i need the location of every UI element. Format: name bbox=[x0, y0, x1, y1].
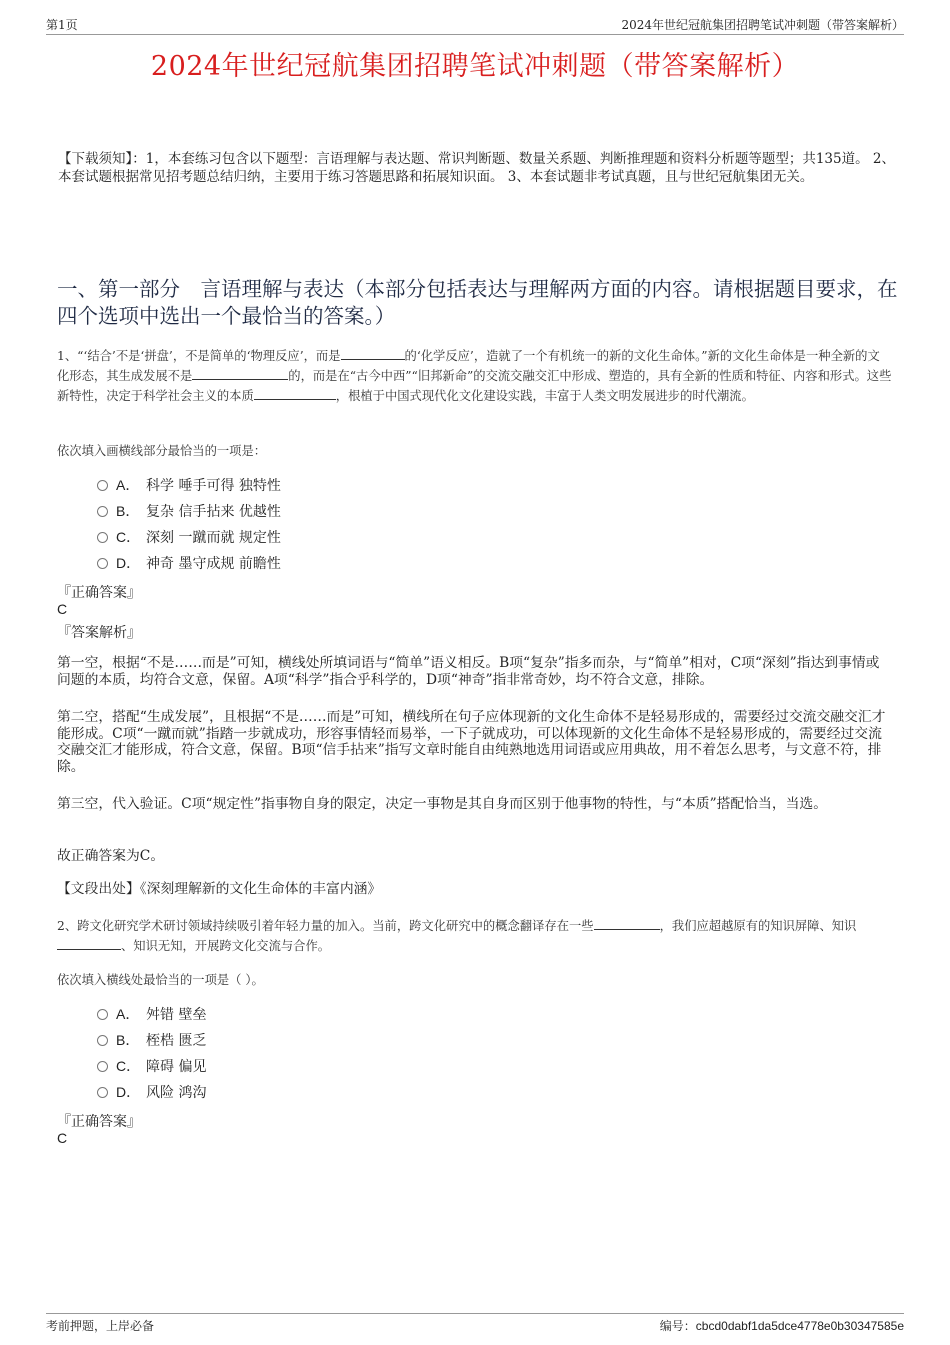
source-citation: 【文段出处】《深刻理解新的文化生命体的丰富内涵》 bbox=[57, 881, 382, 897]
analysis-paragraph: 第一空，根据“不是……而是”可知，横线处所填词语与“简单”语义相反。B项“复杂”指多而杂，与“简单”相对，C项“深刻”指达到事情或问题的本质，均符合文意，保留。A项“科学”指合乎科学的，D项“神奇”指非常奇妙，均不符合文意，排除。 bbox=[57, 655, 880, 688]
radio-icon[interactable] bbox=[97, 1087, 108, 1098]
question-1-text: 1、“‘结合’不是‘拼盘’，不是简单的‘物理反应’，而是 的‘化学反应’，造就了一个有机统一的新的文化生命体。”新的文化生命体是一种全新的文化形态，其生成发展不是 的，而是在“古今中西”“旧邦新命”的交流交融交汇中形成、塑造的，具有全新的性质和特征、内容和形式。这些新特性，决定于科学社会主义的本质 ，根植于中国式现代化文化建设实践，丰富于人类文明发展进步的时代潮流。 bbox=[57, 349, 892, 403]
option-1-d[interactable]: D． 神奇 墨守成规 前瞻性 bbox=[97, 552, 281, 574]
download-notice: 【下载须知】：1，本套练习包含以下题型：言语理解与表达题、常识判断题、数量关系题、判断推理题和资料分析题等题型；共135道。 2、本套试题根据常见招考题总结归纳，主要用于练习答题思路和拓展知识面。 3、本套试题非考试真题，且与世纪冠航集团无关。 bbox=[58, 151, 895, 185]
radio-icon[interactable] bbox=[97, 480, 108, 491]
option-1-c[interactable]: C． 深刻 一蹴而就 规定性 bbox=[97, 526, 281, 548]
option-2-c[interactable]: C． 障碍 偏见 bbox=[97, 1055, 206, 1077]
analysis-paragraph: 第二空，搭配“生成发展”，且根据“不是……而是”可知，横线所在句子应体现新的文化生命体不是轻易形成的，需要经过交流交融交汇才能形成。C项“一蹴而就”指踏一步就成功，形容事情轻而易举，一下子就成功，可以体现新的文化生命体不是轻易形成的，需要经过交流交融交汇才能形成，符合文意，保留。B项“信手拈来”指写文章时能自由纯熟地选用词语或应用典故，用不着怎么思考，与文意不符，排除。 bbox=[57, 709, 886, 775]
fill-blank bbox=[341, 347, 405, 360]
fill-blank bbox=[254, 387, 336, 400]
footer-slogan: 考前押题，上岸必备 bbox=[46, 1319, 155, 1333]
question-2-prompt: 依次填入横线处最恰当的一项是（ ）。 bbox=[57, 973, 264, 987]
question-1-prompt: 依次填入画横线部分最恰当的一项是： bbox=[57, 444, 267, 458]
page-header bbox=[46, 14, 904, 35]
document-title: 2024年世纪冠航集团招聘笔试冲刺题（带答案解析） bbox=[150, 51, 800, 82]
radio-icon[interactable] bbox=[97, 506, 108, 517]
fill-blank bbox=[192, 367, 288, 380]
radio-icon[interactable] bbox=[97, 558, 108, 569]
correct-answer-label: 『正确答案』 bbox=[57, 585, 141, 601]
option-2-d[interactable]: D． 风险 鸿沟 bbox=[97, 1081, 206, 1103]
analysis-conclusion: 故正确答案为C。 bbox=[57, 848, 165, 864]
radio-icon[interactable] bbox=[97, 1061, 108, 1072]
radio-icon[interactable] bbox=[97, 1009, 108, 1020]
correct-answer-label: 『正确答案』 bbox=[57, 1114, 141, 1130]
fill-blank bbox=[594, 917, 660, 930]
option-1-a[interactable]: A． 科学 唾手可得 独特性 bbox=[97, 474, 281, 496]
correct-answer: C bbox=[57, 1130, 68, 1146]
section-heading: 一、第一部分 言语理解与表达（本部分包括表达与理解两方面的内容。请根据题目要求，在四个选项中选出一个最恰当的答案。） bbox=[57, 277, 898, 328]
analysis-label: 『答案解析』 bbox=[57, 625, 141, 641]
option-2-b[interactable]: B． 桎梏 匮乏 bbox=[97, 1029, 206, 1051]
analysis-paragraph: 第三空，代入验证。C项“规定性”指事物自身的限定，决定一事物是其自身而区别于他事物的特性，与“本质”搭配恰当，当选。 bbox=[57, 796, 828, 812]
option-2-a[interactable]: A． 舛错 壁垒 bbox=[97, 1003, 206, 1025]
radio-icon[interactable] bbox=[97, 532, 108, 543]
page-number: 第1页 bbox=[46, 18, 78, 32]
document-code: 编号：cbcd0dabf1da5dce4778e0b30347585e bbox=[659, 1319, 904, 1333]
page-footer bbox=[46, 1313, 904, 1333]
correct-answer: C bbox=[57, 601, 68, 617]
option-1-b[interactable]: B． 复杂 信手拈来 优越性 bbox=[97, 500, 281, 522]
radio-icon[interactable] bbox=[97, 1035, 108, 1046]
fill-blank bbox=[57, 937, 121, 950]
header-doc-title: 2024年世纪冠航集团招聘笔试冲刺题（带答案解析） bbox=[621, 18, 904, 32]
question-2-text: 2、跨文化研究学术研讨领域持续吸引着年轻力量的加入。当前，跨文化研究中的概念翻译存在一些 ，我们应超越原有的知识屏障、知识、知识无知，开展跨文化交流与合作。 bbox=[57, 919, 857, 953]
